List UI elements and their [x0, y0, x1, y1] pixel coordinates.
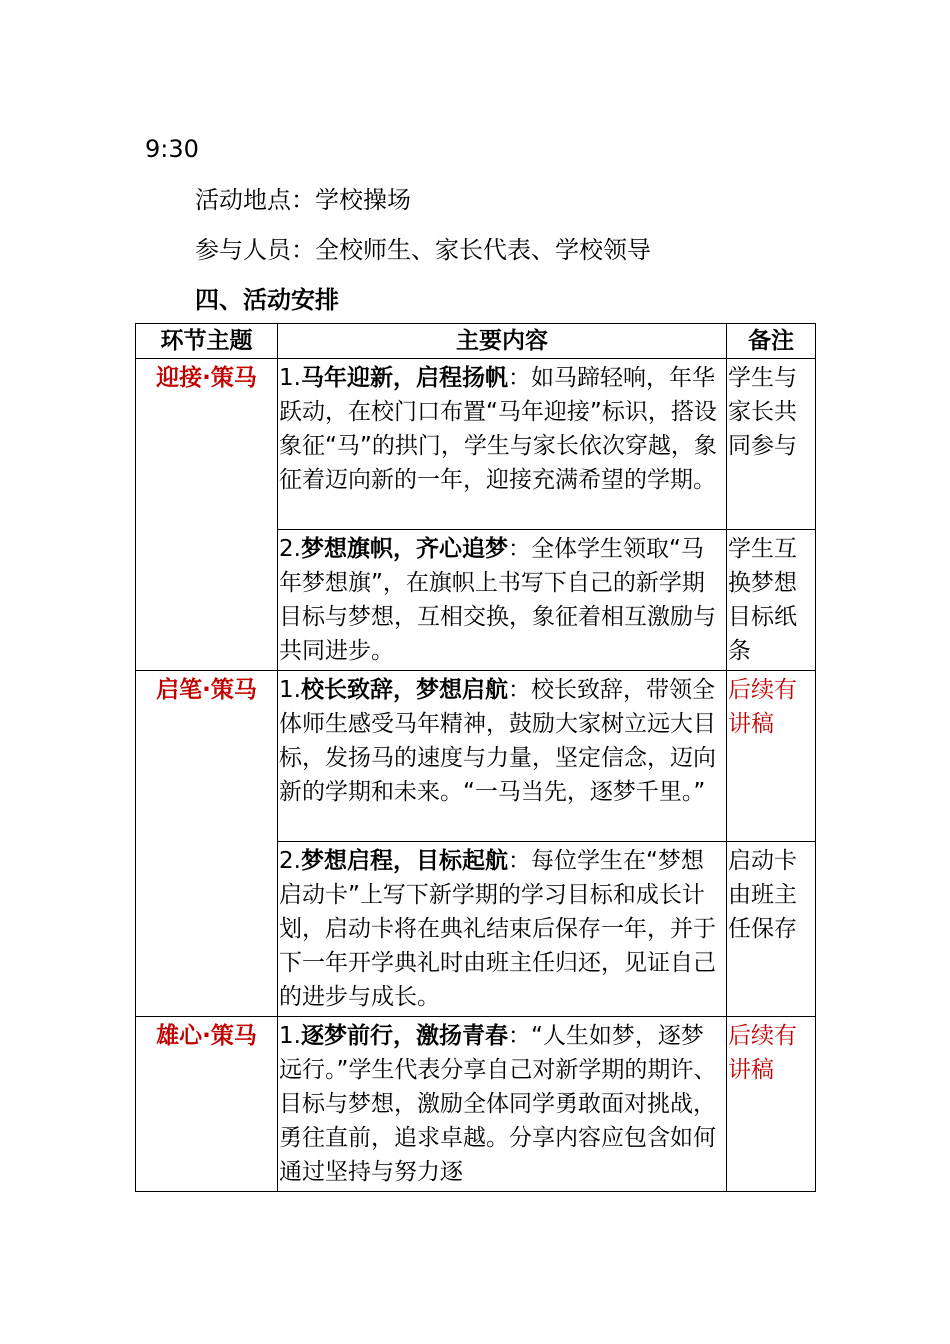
item-number: 1. — [279, 677, 301, 703]
note-cell: 后续有讲稿 — [727, 671, 816, 842]
content-cell — [278, 842, 727, 1017]
activity-table — [135, 323, 816, 1192]
item-number: 1. — [279, 365, 301, 391]
location-line: 活动地点：学校操场 — [195, 186, 411, 214]
item-number: 2. — [279, 536, 301, 562]
participants-line: 参与人员：全校师生、家长代表、学校领导 — [195, 236, 651, 264]
theme-cell: 迎接·策马 — [136, 359, 278, 671]
table-row — [136, 671, 816, 842]
content-cell — [278, 671, 727, 842]
item-title: 逐梦前行，激扬青春 — [300, 1023, 508, 1049]
table-row — [136, 359, 816, 530]
item-number: 1. — [279, 1023, 301, 1049]
table-row — [136, 1017, 816, 1192]
item-body: ：全体学生领取“马年梦想旗”，在旗帜上书写下自己的新学期目标与梦想，互相交换，象征着相互激励与共同进步。 — [279, 536, 716, 664]
note-cell: 学生与家长共同参与 — [727, 359, 816, 530]
theme-cell: 雄心·策马 — [136, 1017, 278, 1192]
content-cell — [278, 530, 727, 671]
item-number: 2. — [279, 848, 301, 874]
item-title: 马年迎新，启程扬帆 — [300, 365, 508, 391]
header-note: 备注 — [727, 324, 816, 359]
theme-cell: 启笔·策马 — [136, 671, 278, 1017]
section-heading: 四、活动安排 — [195, 286, 339, 314]
table-header-row — [136, 324, 816, 359]
content-cell — [278, 359, 727, 530]
note-cell: 后续有讲稿 — [727, 1017, 816, 1192]
item-body: ：每位学生在“梦想启动卡”上写下新学期的学习目标和成长计划，启动卡将在典礼结束后保存一年，并于下一年开学典礼时由班主任归还，见证自己的进步与成长。 — [279, 848, 716, 1010]
item-body: ：“人生如梦，逐梦远行。”学生代表分享自己对新学期的期许、目标与梦想，激励全体同学勇敢面对挑战，勇往直前，追求卓越。分享内容应包含如何通过坚持与努力逐 — [279, 1023, 717, 1185]
header-content: 主要内容 — [278, 324, 727, 359]
item-body: ：如马蹄轻响，年华跃动，在校门口布置“马年迎接”标识，搭设象征“马”的拱门，学生与家长依次穿越，象征着迈向新的一年，迎接充满希望的学期。 — [279, 365, 717, 493]
item-body: ：校长致辞，带领全体师生感受马年精神，鼓励大家树立远大目标，发扬马的速度与力量，坚定信念，迈向新的学期和未来。“一马当先，逐梦千里。” — [279, 677, 716, 805]
item-title: 校长致辞，梦想启航 — [300, 677, 508, 703]
note-cell: 启动卡由班主任保存 — [727, 842, 816, 1017]
item-title: 梦想启程，目标起航 — [300, 848, 508, 874]
item-title: 梦想旗帜，齐心追梦 — [300, 536, 508, 562]
content-cell — [278, 1017, 727, 1192]
header-theme: 环节主题 — [136, 324, 278, 359]
time-text: 9:30 — [145, 135, 199, 163]
note-cell: 学生互换梦想目标纸条 — [727, 530, 816, 671]
